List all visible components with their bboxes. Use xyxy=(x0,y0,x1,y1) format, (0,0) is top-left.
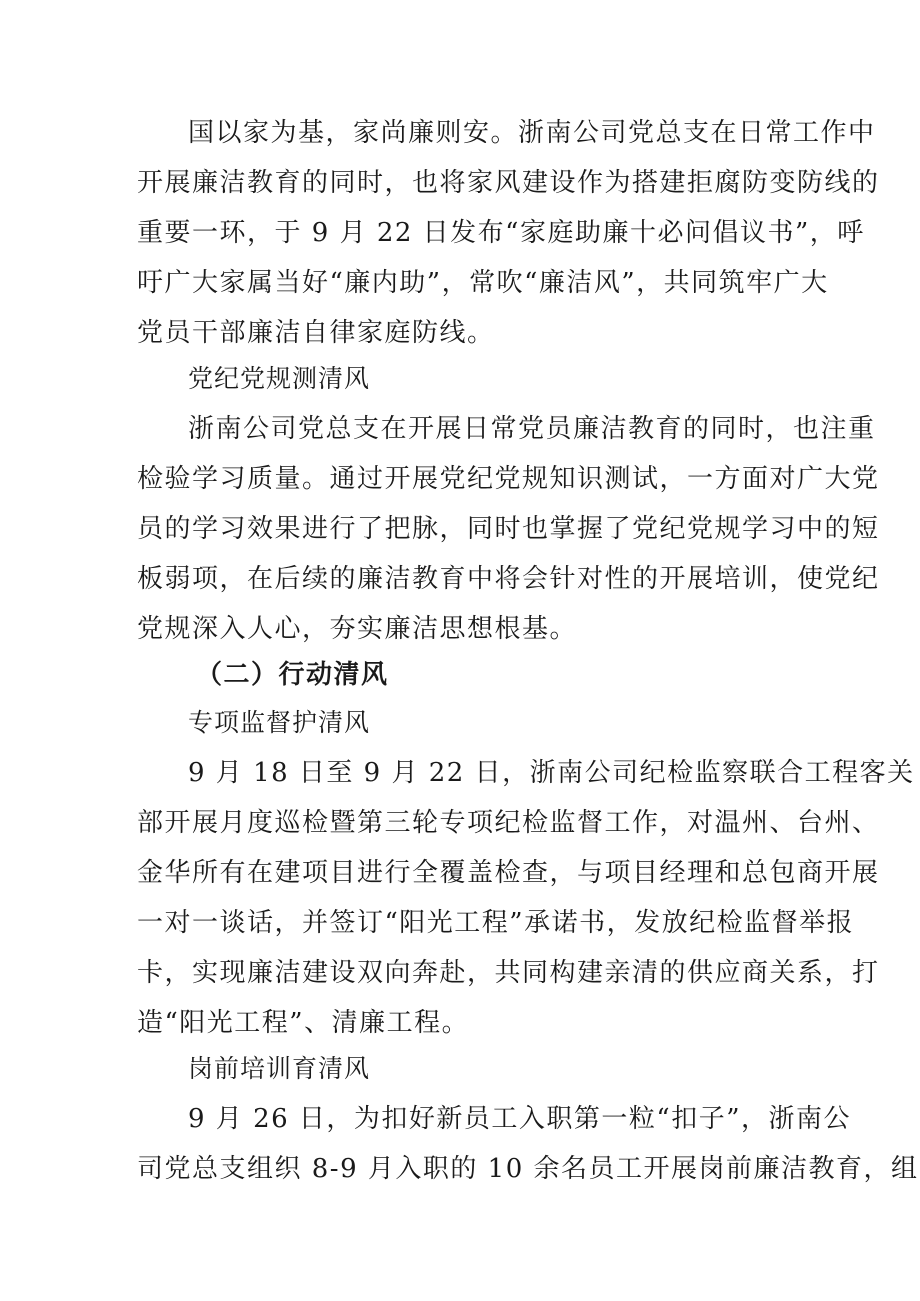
paragraph-1-line-3: 重要一环，于 9 月 22 日发布“家庭助廉十必问倡议书”，呼 xyxy=(137,218,865,248)
paragraph-1-line-5: 党员干部廉洁自律家庭防线。 xyxy=(137,318,495,348)
paragraph-1-line-1: 国以家为基，家尚廉则安。浙南公司党总支在日常工作中 xyxy=(188,118,876,148)
subheading-pre-job-training: 岗前培训育清风 xyxy=(188,1054,371,1083)
paragraph-2-line-5: 党规深入人心，夯实廉洁思想根基。 xyxy=(137,614,578,644)
paragraph-2-line-3: 员的学习效果进行了把脉，同时也掌握了党纪党规学习中的短 xyxy=(137,514,880,544)
paragraph-3-line-2: 部开展月度巡检暨第三轮专项纪检监督工作，对温州、台州、 xyxy=(137,808,880,838)
paragraph-3-line-6: 造“阳光工程”、清廉工程。 xyxy=(137,1008,470,1038)
paragraph-2-line-1: 浙南公司党总支在开展日常党员廉洁教育的同时，也注重 xyxy=(188,414,876,444)
paragraph-4-line-2: 司党总支组织 8-9 月入职的 10 余名员工开展岗前廉洁教育，组 xyxy=(137,1154,919,1184)
subheading-discipline-test: 党纪党规测清风 xyxy=(188,364,371,393)
paragraph-1-line-2: 开展廉洁教育的同时，也将家风建设作为搭建拒腐防变防线的 xyxy=(137,168,880,198)
paragraph-3-line-1: 9 月 18 日至 9 月 22 日，浙南公司纪检监察联合工程客关 xyxy=(188,758,915,788)
paragraph-1-line-4: 吁广大家属当好“廉内助”，常吹“廉洁风”，共同筑牢广大 xyxy=(137,268,829,298)
paragraph-4-line-1: 9 月 26 日，为扣好新员工入职第一粒“扣子”，浙南公 xyxy=(188,1104,852,1134)
subheading-special-supervision: 专项监督护清风 xyxy=(188,708,371,737)
section-heading: （二）行动清风 xyxy=(196,660,389,690)
paragraph-3-line-3: 金华所有在建项目进行全覆盖检查，与项目经理和总包商开展 xyxy=(137,858,880,888)
paragraph-3-line-5: 卡，实现廉洁建设双向奔赴，共同构建亲清的供应商关系，打 xyxy=(137,958,880,988)
paragraph-3-line-4: 一对一谈话，并签订“阳光工程”承诺书，发放纪检监督举报 xyxy=(137,908,855,938)
paragraph-2-line-4: 板弱项，在后续的廉洁教育中将会针对性的开展培训，使党纪 xyxy=(137,564,880,594)
paragraph-2-line-2: 检验学习质量。通过开展党纪党规知识测试，一方面对广大党 xyxy=(137,464,880,494)
